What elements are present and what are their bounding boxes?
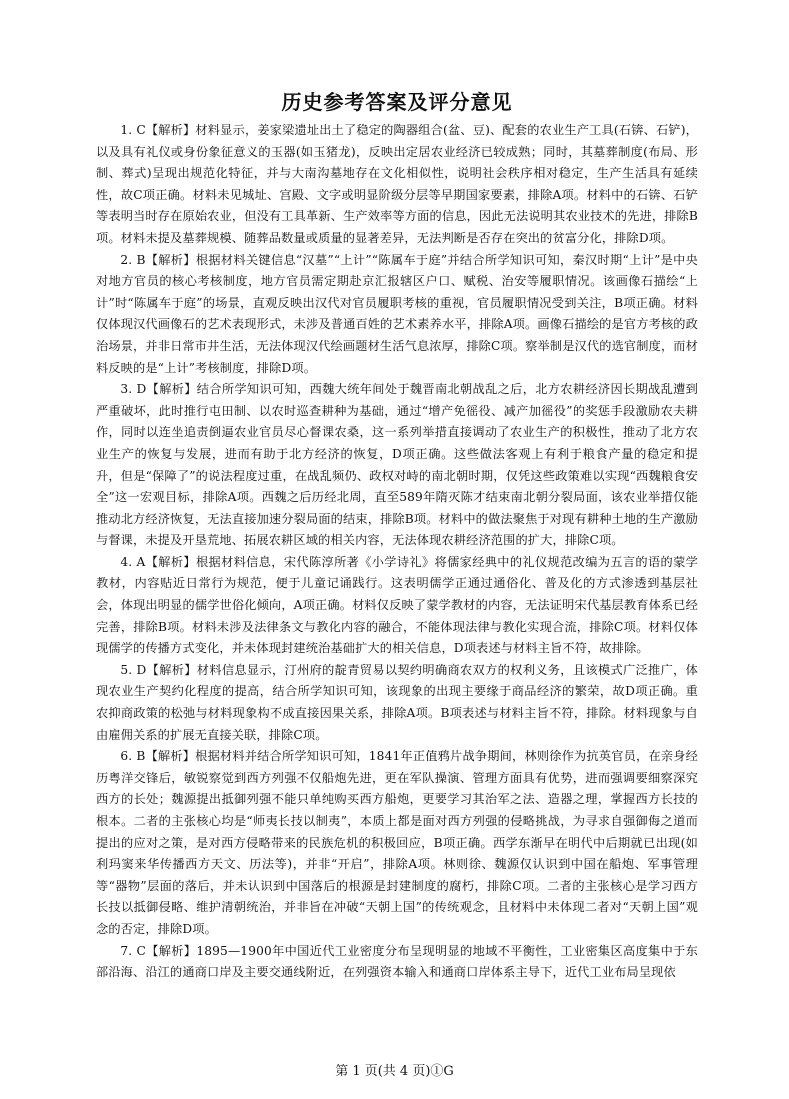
answer-item-6: 6. B【解析】根据材料并结合所学知识可知，1841年正值鸦片战争期间，林则徐作为抗英官员，在亲身经历粤洋交锋后，敏锐察觉到西方列强不仅船炮先进，更在军队操演、管理方面具有优势，进而强调要细察深究西方的长处；魏源提出抵御列强不能只单纯购买西方船炮，更要学习其治军之法、造器之理，掌握西方长技的根本。二者的主张核心均是“师夷长技以制夷”，本质上都是面对西方列强的侵略挑战，为寻求自强御侮之道而提出的应对之策，是对西方侵略带来的民族危机的积极回应，B项正确。西学东渐早在明代中后期就已出现(如利玛窦来华传播西方天文、历法等)，并非“开启”，排除A项。林则徐、魏源仅认识到中国在船炮、军事管理等“器物”层面的落后，并未认识到中国落后的根源是封建制度的腐朽，排除C项。二者的主张核心是学习西方长技以抵御侵略、维护清朝统治，并非旨在冲破“天朝上国”的传统观念，且材料中未体现二者对“天朝上国”观念的否定，排除D项。 <box>96 749 698 936</box>
answer-sheet-page <box>96 88 698 984</box>
answer-item-4: 4. A【解析】根据材料信息，宋代陈淳所著《小学诗礼》将儒家经典中的礼仪规范改编为五言的语的蒙学教材，内容贴近日常行为规范，便于儿童记诵践行。这表明儒学正通过通俗化、普及化的方式渗透到基层社会，体现出明显的儒学世俗化倾向，A项正确。材料仅反映了蒙学教材的内容，无法证明宋代基层教育体系已经完善，排除B项。材料未涉及法律条文与教化内容的融合，不能体现法律与教化实现合流，排除C项。材料仅体现儒学的传播方式变化，并未体现封建统治基础扩大的相关信息，D项表述与材料主旨不符，故排除。 <box>96 554 698 656</box>
answer-item-3: 3. D【解析】结合所学知识可知，西魏大统年间处于魏晋南北朝战乱之后，北方农耕经济因长期战乱遭到严重破坏，此时推行屯田制、以农时巡查耕种为基础，通过“增产免徭役、减产加徭役”的奖惩手段激励农夫耕作，同时以连坐追责倒逼农业官员尽心督课农桑，这一系列举措直接调动了农业生产的积极性，推动了北方农业生产的恢复与发展，进而有助于北方经济的恢复，D项正确。这些做法客观上有利于粮食产量的稳定和提升，但是“保障了”的说法程度过重，在战乱频仍、政权对峙的南北朝时期，仅凭这些政策难以实现“西魏粮食安全”这一宏观目标，排除A项。西魏之后历经北周，直至589年隋灭陈才结束南北朝分裂局面，该农业举措仅能推动北方经济恢复，无法直接加速分裂局面的结束，排除B项。材料中的做法聚焦于对现有耕种土地的生产激励与督课，未提及开垦荒地、拓展农耕区域的相关内容，无法体现农耕经济范围的扩大，排除C项。 <box>96 382 698 548</box>
answer-item-5: 5. D【解析】材料信息显示，汀州府的靛青贸易以契约明确商农双方的权利义务，且该模式广泛推广，体现农业生产契约化程度的提高，结合所学知识可知，该现象的出现主要缘于商品经济的繁荣，故D项正确。重农抑商政策的松弛与材料现象构不成直接因果关系，排除A项。B项表述与材料主旨不符，排除。材料现象与自由雇佣关系的扩展无直接关联，排除C项。 <box>96 662 698 742</box>
page-title: 历史参考答案及评分意见 <box>281 90 513 114</box>
answer-item-2: 2. B【解析】根据材料关键信息“汉墓”“上计”“陈属车于庭”并结合所学知识可知，秦汉时期“上计”是中央对地方官员的核心考核制度，地方官员需定期赴京汇报辖区户口、赋税、治安等履职情况。该画像石描绘“上计”时“陈属车于庭”的场景，直观反映出汉代对官员履职考核的重视，官员履职情况受到关注，B项正确。材料仅体现汉代画像石的艺术表现形式，未涉及普通百姓的艺术素养水平，排除A项。画像石描绘的是官方考核的政治场景，并非日常市井生活，无法体现汉代绘画题材生活气息浓厚，排除C项。察举制是汉代的选官制度，而材料反映的是“上计”考核制度，排除D项。 <box>96 252 698 375</box>
page-footer: 第 1 页(共 4 页)①G <box>335 1064 454 1079</box>
answer-item-1: 1. C【解析】材料显示，姜家梁遗址出土了稳定的陶器组合(盆、豆)、配套的农业生产工具(石锛、石铲)，以及具有礼仪或身份象征意义的玉器(如玉猪龙)，反映出定居农业经济已较成熟；同时，其墓葬制度(布局、形制、葬式)呈现出规范化特征，并与大南沟墓地存在文化相似性，说明社会秩序相对稳定，生产生活具有延续性，故C项正确。材料未见城址、宫殿、文字或明显阶级分层等早期国家要素，排除A项。材料中的石锛、石铲等表明当时存在原始农业，但没有工具革新、生产效率等方面的信息，因此无法说明其农业技术的先进，排除B项。材料未提及墓葬规模、随葬品数量或质量的显著差异，无法判断是否存在突出的贫富分化，排除D项。 <box>96 123 698 245</box>
answer-item-7: 7. C【解析】1895—1900年中国近代工业密度分布呈现明显的地域不平衡性，工业密集区高度集中于东部沿海、沿江的通商口岸及主要交通线附近，在列强资本输入和通商口岸体系主导下，近代工业布局呈现依 <box>96 943 698 980</box>
